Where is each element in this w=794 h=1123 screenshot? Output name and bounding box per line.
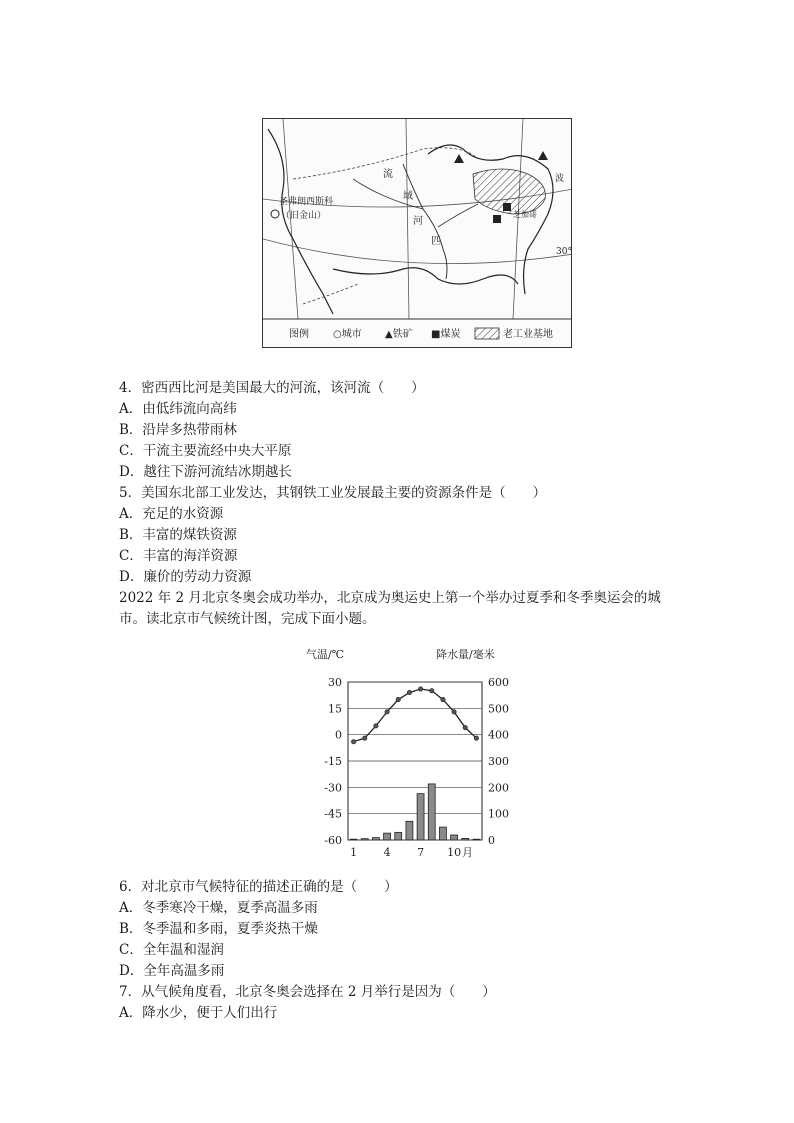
month-tick-label: 1 [350,846,358,859]
coal-marker [493,215,501,223]
month-tick-label: 10 [447,846,462,859]
city-marker [271,210,279,218]
map-label-chicago: 芝加哥 [513,210,537,219]
right-axis-label: 降水量/毫米 [436,648,495,661]
q6-option-b: B．冬季温和多雨，夏季炎热干燥 [119,921,318,937]
west-coastline [268,129,333,314]
legend-coal: ■煤炭 [431,329,461,340]
usa-map [263,119,572,348]
temperature-point [407,690,411,694]
q5-option-b: B．丰富的煤铁资源 [119,527,237,543]
precip-bar [350,839,357,840]
coal-marker [503,203,511,211]
precip-tick-label: 600 [488,676,509,689]
climate-chart-svg [300,640,520,862]
temperature-point [418,687,422,691]
precip-bar [406,821,413,840]
precip-bar [473,839,480,840]
temperature-point [363,736,367,740]
legend-iron: ▲铁矿 [385,329,413,340]
gulf-coast [333,268,518,284]
precip-bar [428,784,435,840]
precip-bar [439,827,446,840]
left-axis-label: 气温/℃ [306,648,345,661]
map-label-3: 河 [413,216,423,227]
temperature-line [354,689,477,742]
q4-option-a: A．由低纬流向高纬 [119,401,237,417]
q6-option-d: D．全年高温多雨 [119,963,225,979]
south-border [303,284,358,304]
longitude-line [406,119,409,319]
q5-option-d: D．廉价的劳动力资源 [119,569,252,585]
precip-bar [462,838,469,840]
q6-option-a: A．冬季寒冷干燥，夏季高温多雨 [119,900,318,916]
q5-option-c: C．丰富的海洋资源 [119,548,238,564]
legend-industrial: 老工业基地 [503,329,553,340]
precip-tick-label: 400 [488,728,509,742]
q6-stem: 6．对北京市气候特征的描述正确的是（ ） [119,879,398,895]
precip-tick-label: 100 [488,807,509,821]
precip-bar [395,832,402,840]
temp-tick-label: -60 [324,834,342,847]
precip-bar [372,838,379,840]
precip-bar [384,833,391,840]
temperature-point [463,725,467,729]
precip-tick-label: 300 [488,755,509,768]
iron-ore-marker [454,154,464,163]
temp-tick-label: 30 [328,676,342,689]
map-label-1: 流 [383,169,393,180]
ohio-river [438,204,478,227]
temperature-point [385,710,389,714]
q7-option-a: A．降水少，便于人们出行 [119,1005,278,1021]
temperature-point [430,689,434,693]
temperature-point [374,724,378,728]
usa-map-figure [262,118,572,348]
legend-hatch-swatch [475,328,499,339]
q4-stem: 4．密西西比河是美国最大的河流，该河流（ ） [119,380,425,396]
legend-title: 图例 [289,329,309,340]
map-label-east-char: 波 [555,174,565,184]
temperature-point [452,710,456,714]
temp-tick-label: 15 [328,702,342,716]
q5-option-a: A．充足的水资源 [119,506,224,522]
temp-tick-label: 0 [335,728,342,742]
q4-option-b: B．沿岸多热带雨林 [119,422,237,438]
temp-tick-label: -45 [324,807,342,821]
intro-line-2: 市。读北京市气候统计图，完成下面小题。 [119,611,376,627]
month-tick-label: 4 [383,846,391,859]
map-label-2: 域 [403,191,413,202]
beijing-climate-chart [300,640,520,862]
map-label-east: 匹 [431,236,441,247]
precip-bar [361,839,368,840]
mississippi-river [403,164,447,279]
month-tick-label: 7 [417,846,425,859]
intro-line-1: 2022 年 2 月北京冬奥会成功举办，北京成为奥运史上第一个举办过夏季和冬季奥运会的城 [119,590,661,606]
precip-tick-label: 0 [488,834,495,847]
map-city-alt-label: （旧金山） [281,211,327,221]
map-label-lat-30: 30° [556,247,572,257]
temp-tick-label: -15 [324,755,342,768]
month-unit-label: 月 [462,846,473,859]
precip-tick-label: 500 [488,702,509,716]
temperature-point [396,697,400,701]
q5-stem: 5．美国东北部工业发达，其钢铁工业发展最主要的资源条件是（ ） [119,485,547,501]
longitude-line [513,119,523,319]
q4-option-d: D．越往下游河流结冰期越长 [119,464,292,480]
q6-option-c: C．全年温和湿润 [119,942,224,958]
temperature-point [441,697,445,701]
temp-tick-label: -30 [324,781,342,795]
legend-city: ○城市 [333,329,362,340]
q4-option-c: C．干流主要流经中央大平原 [119,443,292,459]
temperature-point [351,739,355,743]
map-city-label: 圣弗朗西斯科 [279,197,334,207]
temperature-point [474,736,478,740]
precip-bar [417,794,424,840]
precip-tick-label: 200 [488,781,509,795]
iron-ore-marker [538,151,548,160]
q7-stem: 7．从气候角度看，北京冬奥会选择在 2 月举行是因为（ ） [119,984,496,1000]
precip-bar [451,835,458,840]
